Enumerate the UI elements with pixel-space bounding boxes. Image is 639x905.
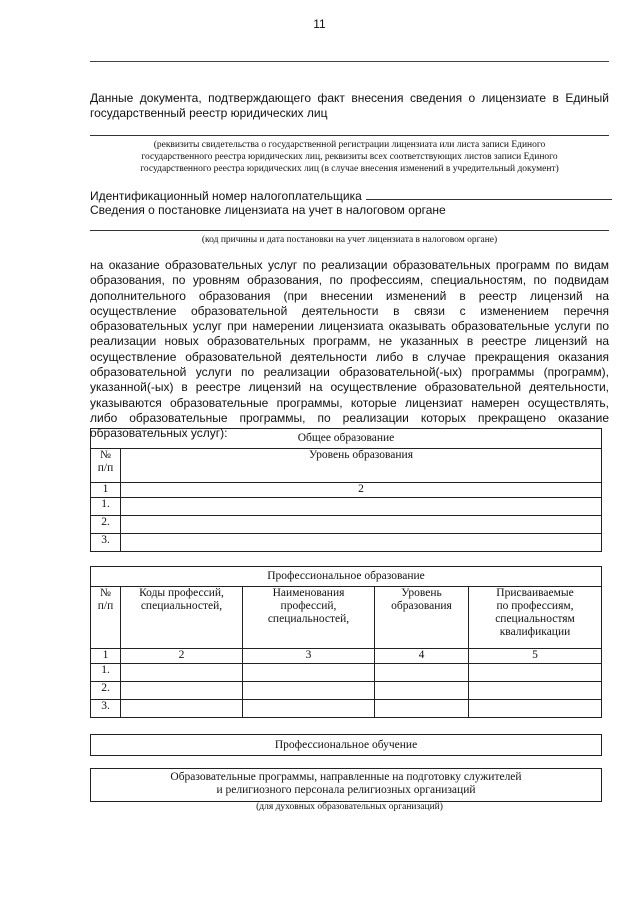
record-note-line: (реквизиты свидетельства о государственной регистрации лицензиата или листа записи Единого [153,140,546,150]
religious-programs-box [90,768,602,802]
column-header: № п/п [91,449,121,483]
column-header: Присваиваемые по профессиям, специальностям квалификации [469,587,602,649]
record-note [90,139,609,175]
table-row: 2. [91,682,121,700]
column-number: 3 [243,649,375,664]
religious-programs-line: и религиозного персонала религиозных организаций [216,784,476,796]
tax-fill-line [90,230,609,231]
general-education-table [90,428,602,552]
table-title: Профессиональное образование [91,567,602,587]
column-header: Коды профессий, специальностей, [121,587,243,649]
column-number: 5 [469,649,602,664]
page-number: 11 [313,17,326,31]
record-fill-line [90,135,609,136]
license-record-paragraph: Данные документа, подтверждающего факт внесения сведения о лицензиате в Единый государственный реестр юридических лиц [90,91,609,120]
column-header: № п/п [91,587,121,649]
inn-label: Идентификационный номер налогоплательщика [90,189,362,203]
table-cell [121,516,602,534]
tax-note: (код причины и дата постановки на учет лицензиата в налоговом органе) [201,235,498,245]
column-header: Уровень образования [375,587,469,649]
main-paragraph: на оказание образовательных услуг по реализации образовательных программ по видам образования, по уровням образования, по профессиям, специальностям, по подвидам дополнительного образования (при внесении изменений в реестр лицензий на осуществление образовательной деятельности в связи с изменением перечня образовательных услуг при намерении лицензиата оказывать образовательные услуги по реализации новых образовательных программ, не указанных в реестре лицензий на осуществление образовательной деятельности либо в случае прекращения оказания образовательной услуги по реализации образовательной(-ых) программы (программ), указанной(-ых) в реестре лицензий на осуществление образовательной деятельности, указываются образовательные программы, которые лицензиат намерен осуществлять, либо образовательные программы, по реализации которых прекращено оказание образовательных услуг): [90,258,609,441]
inn-fill-line [366,188,612,200]
record-note-line: государственного реестра юридических лиц, реквизиты всех соответствующих листов записи Единого [141,152,558,162]
record-note-line: государственного реестра юридических лиц (в случае внесения изменений в учредительный документ) [140,164,559,174]
professional-education-table [90,566,602,718]
table-row: 2. [91,516,121,534]
table-cell [121,498,602,516]
religious-programs-line: Образовательные программы, направленные на подготовку служителей [170,771,522,783]
column-number: 1 [91,483,121,498]
table-cell [121,534,602,552]
professional-training-box: Профессиональное обучение [90,734,602,756]
table-row: 3. [91,534,121,552]
column-number: 1 [91,649,121,664]
table-title: Общее образование [91,429,602,449]
column-header: Наименования профессий, специальностей, [243,587,375,649]
header-divider [90,61,609,62]
religious-note: (для духовных образовательных организаций) [256,802,443,812]
column-number: 4 [375,649,469,664]
column-number: 2 [121,483,602,498]
column-number: 2 [121,649,243,664]
inn-field [90,188,609,204]
tax-registration-label: Сведения о постановке лицензиата на учет в налоговом органе [90,203,446,217]
table-row: 3. [91,700,121,718]
table-row: 1. [91,498,121,516]
column-header: Уровень образования [121,449,602,483]
table-row: 1. [91,664,121,682]
